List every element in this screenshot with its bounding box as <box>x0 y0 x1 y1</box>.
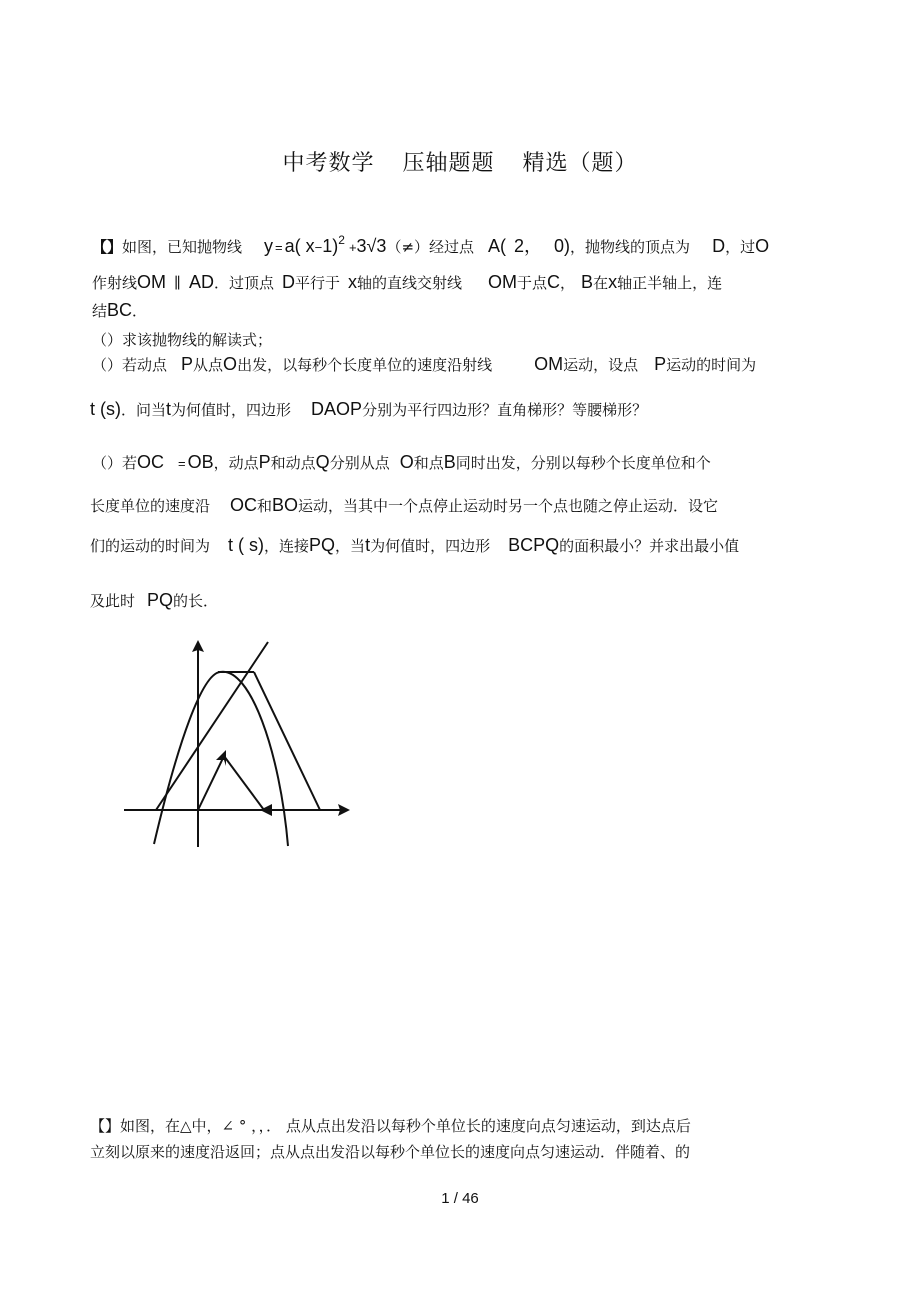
question3-text: 和点 <box>413 454 444 472</box>
segment-op <box>198 756 224 810</box>
equation-minus: − <box>314 240 323 255</box>
question3-text: 及此时 <box>90 592 136 610</box>
label-ob: OB <box>187 452 214 472</box>
question3-text: 和 <box>257 497 273 515</box>
label-om: OM <box>534 354 564 374</box>
problem1-text: ， <box>560 274 576 292</box>
label-d: D <box>281 272 295 292</box>
problem1-text: 在 <box>593 274 609 292</box>
question3-line4 <box>90 590 218 611</box>
problem1-text: ，抛物线的顶点为 <box>570 238 691 256</box>
label-daop: DAOP <box>311 399 363 419</box>
question3-text: 同时出发，分别以每秒个长度单位和个 <box>455 454 711 472</box>
problem1-text: ，过 <box>725 238 756 256</box>
problem1-line3 <box>92 300 147 321</box>
question3-text: 的长． <box>173 592 219 610</box>
label-b: B <box>443 452 456 472</box>
question3-text: ，动点 <box>213 454 259 472</box>
equation-y: y <box>264 236 274 256</box>
label-p: P <box>181 354 194 374</box>
question2-text: 运动的时间为 <box>666 356 757 374</box>
problem1-text: 结 <box>92 302 108 320</box>
title-part-2: 压轴题题 <box>402 151 495 176</box>
question3-line1 <box>92 452 711 474</box>
problem2-text: 【】如图，在△中，∠ ° ，，． 点从点出发沿以每秒个单位长的速度向点匀速运动，到达点后 <box>90 1117 691 1135</box>
label-o: O <box>223 354 238 374</box>
question2-text: （）若动点 <box>92 356 168 374</box>
document-title <box>0 146 920 177</box>
problem1-text: 作射线 <box>92 274 138 292</box>
label-x: x <box>608 272 618 292</box>
label-d: D <box>712 236 726 256</box>
question3-text: 和动点 <box>270 454 316 472</box>
label-t: t <box>166 399 172 419</box>
label-ts: t (s) <box>90 399 121 419</box>
label-bc: BC <box>107 300 133 320</box>
label-pq: PQ <box>147 590 174 610</box>
label-b: B <box>581 272 594 292</box>
problem1-text: 轴的直线交射线 <box>357 274 463 292</box>
problem2-line2 <box>90 1142 690 1162</box>
problem1-text: 于点 <box>517 274 548 292</box>
problem1-bracket: 【】 <box>92 238 123 256</box>
label-ts: t ( s) <box>228 535 265 555</box>
problem2-text: 立刻以原来的速度沿返回；点从点出发沿以每秒个单位长的速度向点匀速运动．伴随着、的 <box>90 1143 691 1161</box>
question2-text: 分别为平行四边形？直角梯形？等腰梯形？ <box>362 401 648 419</box>
question3-text: 分别从点 <box>329 454 390 472</box>
label-o: O <box>755 236 770 256</box>
label-t: t <box>365 535 371 555</box>
problem1-text: 平行于 <box>294 274 340 292</box>
line-cb <box>254 672 320 810</box>
question3-text: 运动，当其中一个点停止运动时另一个点也随之停止运动．设它 <box>298 497 719 515</box>
equation-one: 1) <box>322 236 339 256</box>
label-pq: PQ <box>309 535 336 555</box>
label-o: O <box>399 452 414 472</box>
question2-text: 为何值时，四边形 <box>171 401 292 419</box>
question3-text: 为何值时，四边形 <box>370 537 491 555</box>
question1 <box>92 330 272 350</box>
question3-text: 们的运动的时间为 <box>90 537 211 555</box>
label-p: P <box>654 354 667 374</box>
label-p: P <box>258 452 271 472</box>
equation-a: a( x <box>284 236 315 256</box>
question2-line2 <box>90 399 647 420</box>
equation-root: √3 <box>366 236 387 256</box>
point-a-x: 2， <box>514 236 543 256</box>
question2-line1 <box>92 354 756 375</box>
point-a-y: 0) <box>554 236 571 256</box>
problem1-text: ． <box>132 302 148 320</box>
problem1-text: 如图，已知抛物线 <box>122 238 243 256</box>
problem1-text: 轴正半轴上，连 <box>617 274 723 292</box>
title-part-1: 中考数学 <box>282 151 375 176</box>
label-bcpq: BCPQ <box>508 535 560 555</box>
title-part-3: 精选（题） <box>522 151 638 176</box>
label-om: OM <box>488 272 518 292</box>
label-c: C <box>547 272 561 292</box>
label-oc: OC <box>137 452 165 472</box>
problem1-text: （≠）经过点 <box>386 238 475 256</box>
label-x: x <box>348 272 357 292</box>
question1-text: （）求该抛物线的解读式； <box>92 331 273 349</box>
equation-equals: = <box>275 240 283 255</box>
ray-om <box>156 642 268 810</box>
equation-three: 3 <box>356 236 367 256</box>
label-oc: OC <box>230 495 258 515</box>
label-om: OM <box>137 272 167 292</box>
point-a: A( <box>488 236 507 256</box>
question3-text: 长度单位的速度沿 <box>90 497 211 515</box>
label-ad: AD <box>188 272 214 292</box>
question2-text: ．问当 <box>121 401 167 419</box>
question2-text: 出发，以每秒个长度单位的速度沿射线 <box>237 356 493 374</box>
question3-text: ，连接 <box>264 537 310 555</box>
question3-text: （）若 <box>92 454 138 472</box>
question2-text: 从点 <box>193 356 224 374</box>
label-q: Q <box>315 452 330 472</box>
page-number: 1 / 46 <box>441 1190 479 1207</box>
equals-symbol: = <box>178 456 186 471</box>
problem1-line1 <box>92 230 769 258</box>
label-bo: BO <box>272 495 299 515</box>
equation-plus: + <box>348 240 357 255</box>
parallel-symbol: ∥ <box>174 274 181 292</box>
question3-line2 <box>90 495 718 516</box>
question3-text: 的面积最小？并求出最小值 <box>559 537 740 555</box>
parabola-figure <box>120 632 360 852</box>
problem1-line2 <box>92 272 722 293</box>
question3-line3 <box>90 535 739 556</box>
problem2-line1 <box>90 1116 691 1136</box>
question2-text: 运动，设点 <box>563 356 639 374</box>
segment-pq <box>224 756 264 810</box>
equation-square: 2 <box>338 233 345 247</box>
problem1-text: ．过顶点 <box>213 274 274 292</box>
question3-text: ，当 <box>335 537 366 555</box>
